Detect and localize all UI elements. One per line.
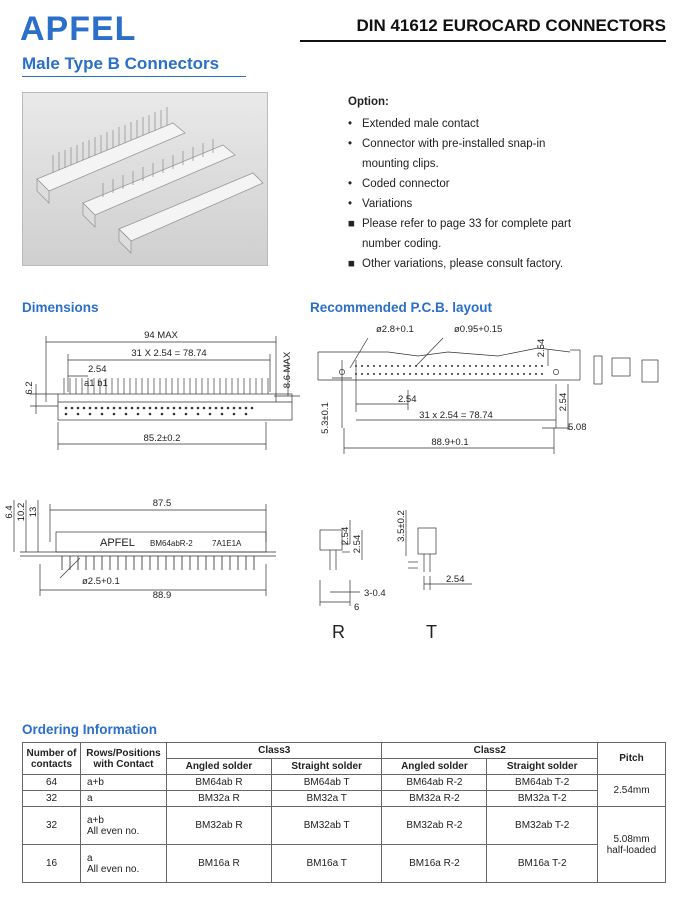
pcb-layout-drawing: [308, 318, 672, 458]
bullet: •: [348, 138, 353, 150]
ordering-table: [22, 742, 666, 883]
cell-part: BM32a R-2: [382, 791, 487, 807]
pitch-value: 5.08mm: [613, 833, 650, 845]
side-875: 87.5: [152, 498, 172, 509]
profile-t-254: 2.54: [446, 574, 465, 585]
dim-852: 85.2±0.2: [143, 433, 181, 444]
cell-rows-line: All even no.: [87, 825, 140, 837]
table-row: [23, 791, 666, 807]
option-text: Variations: [362, 198, 413, 210]
page-subtitle: Male Type B Connectors: [22, 54, 220, 73]
cell-contacts: 32: [23, 807, 81, 845]
document-title: DIN 41612 EUROCARD CONNECTORS: [356, 16, 666, 35]
section-dimensions: Dimensions: [22, 300, 99, 315]
col-class3: Class3: [167, 743, 382, 759]
cell-part: BM64ab T: [271, 775, 382, 791]
option-text: Please refer to page 33 for complete part: [362, 218, 572, 230]
option-text: mounting clips.: [362, 158, 439, 170]
options-heading: Option:: [348, 96, 389, 108]
cell-pitch: [598, 807, 666, 883]
bullet: •: [348, 118, 353, 130]
side-889: 88.9: [152, 590, 172, 601]
cell-part: BM16a R-2: [382, 845, 487, 883]
table-row: [23, 775, 666, 791]
pcb-889: 88.9+0.1: [431, 437, 469, 448]
side-part: BM64abR-2: [150, 539, 193, 548]
cell-part: BM16a R: [167, 845, 272, 883]
col-rows: Rows/Positions with Contact: [81, 743, 167, 775]
profile-t-label: T: [426, 622, 437, 642]
cell-rows: a+b: [81, 775, 167, 791]
option-text: Connector with pre-installed snap-in: [362, 138, 546, 150]
col-class2: Class2: [382, 743, 598, 759]
cell-part: BM32ab T: [271, 807, 382, 845]
cell-rows-line: a: [87, 852, 93, 864]
cell-part: BM32ab R-2: [382, 807, 487, 845]
dim-a1b1: a1 b1: [84, 378, 108, 389]
subtitle-rule: [22, 76, 246, 77]
cell-part: BM32ab T-2: [487, 807, 598, 845]
dim-254: 2.54: [88, 364, 107, 375]
option-text: Extended male contact: [362, 118, 479, 130]
profile-r-6: 6: [354, 602, 360, 613]
bullet: •: [348, 178, 353, 190]
option-item: [348, 174, 668, 194]
side-13: 13: [28, 506, 39, 518]
table-header-row: [23, 743, 666, 759]
pcb-508: 5.08: [568, 422, 587, 433]
side-25: ø2.5+0.1: [82, 576, 120, 587]
pcb-254-side: 2.54: [558, 392, 569, 412]
cell-part: BM64ab R: [167, 775, 272, 791]
cell-pitch: 2.54mm: [598, 775, 666, 807]
dim-94max: 94 MAX: [144, 330, 178, 341]
col-class3-angled: Angled solder: [167, 759, 272, 775]
cell-rows-line: All even no.: [87, 863, 140, 875]
profile-drawings: [314, 500, 484, 645]
pcb-095: ø0.95+0.15: [454, 324, 503, 335]
pitch-note: half-loaded: [606, 844, 657, 856]
connector-photo-illustration: [23, 93, 268, 266]
options-list: [348, 92, 668, 274]
cell-contacts: 64: [23, 775, 81, 791]
option-item: [348, 194, 668, 214]
profile-t-35: 3.5±0.2: [396, 510, 407, 542]
profile-r-label: R: [332, 622, 345, 642]
pcb-254-mid: 2.54: [398, 394, 417, 405]
table-row: [23, 807, 666, 845]
option-text: Other variations, please consult factory.: [362, 258, 564, 270]
cell-contacts: 32: [23, 791, 81, 807]
option-item: [348, 134, 668, 174]
option-text: number coding.: [362, 238, 442, 250]
cell-part: BM32ab R: [167, 807, 272, 845]
col-class2-straight: Straight solder: [487, 759, 598, 775]
dim-31x254: 31 X 2.54 = 78.74: [131, 348, 207, 359]
cell-part: BM64ab T-2: [487, 775, 598, 791]
bullet: ■: [348, 218, 355, 230]
dim-86max: 8.6 MAX: [282, 351, 293, 389]
pcb-28: ø2.8+0.1: [376, 324, 414, 335]
side-64: 6.4: [4, 505, 15, 519]
dim-62: 6.2: [24, 381, 35, 395]
cell-part: BM32a R: [167, 791, 272, 807]
profile-r-254a: 2.54: [340, 526, 351, 546]
cell-part: BM32a T: [271, 791, 382, 807]
side-102: 10.2: [16, 502, 27, 522]
col-pitch: Pitch: [598, 743, 666, 775]
cell-part: BM32a T-2: [487, 791, 598, 807]
pcb-254-top: 2.54: [536, 338, 547, 358]
pcb-53: 5.3±0.1: [320, 402, 331, 434]
col-class3-straight: Straight solder: [271, 759, 382, 775]
cell-contacts: 16: [23, 845, 81, 883]
cell-part: BM64ab R-2: [382, 775, 487, 791]
side-code: 7A1E1A: [212, 539, 242, 548]
pcb-31x: 31 x 2.54 = 78.74: [419, 410, 493, 421]
option-item: [348, 214, 668, 254]
bullet: ■: [348, 258, 355, 270]
profile-r-304: 3-0.4: [364, 588, 386, 599]
col-class2-angled: Angled solder: [382, 759, 487, 775]
col-contacts: Number of contacts: [23, 743, 81, 775]
option-item: [348, 114, 668, 134]
cell-rows: [81, 807, 167, 845]
profile-r-254b: 2.54: [352, 534, 363, 554]
cell-rows-line: a+b: [87, 814, 104, 826]
table-row: [23, 845, 666, 883]
cell-part: BM16a T-2: [487, 845, 598, 883]
side-apfel: APFEL: [100, 537, 135, 549]
section-ordering: Ordering Information: [22, 722, 157, 737]
product-photo: [22, 92, 268, 266]
cell-rows: [81, 845, 167, 883]
header-rule: [300, 40, 666, 42]
dimensions-drawing-side: [0, 494, 300, 604]
brand-logo: APFEL: [20, 10, 137, 48]
option-item: [348, 254, 668, 274]
section-pcb-layout: Recommended P.C.B. layout: [310, 300, 493, 315]
cell-rows: a: [81, 791, 167, 807]
cell-part: BM16a T: [271, 845, 382, 883]
dimensions-drawing-top: [18, 322, 304, 456]
option-text: Coded connector: [362, 178, 450, 190]
bullet: •: [348, 198, 353, 210]
